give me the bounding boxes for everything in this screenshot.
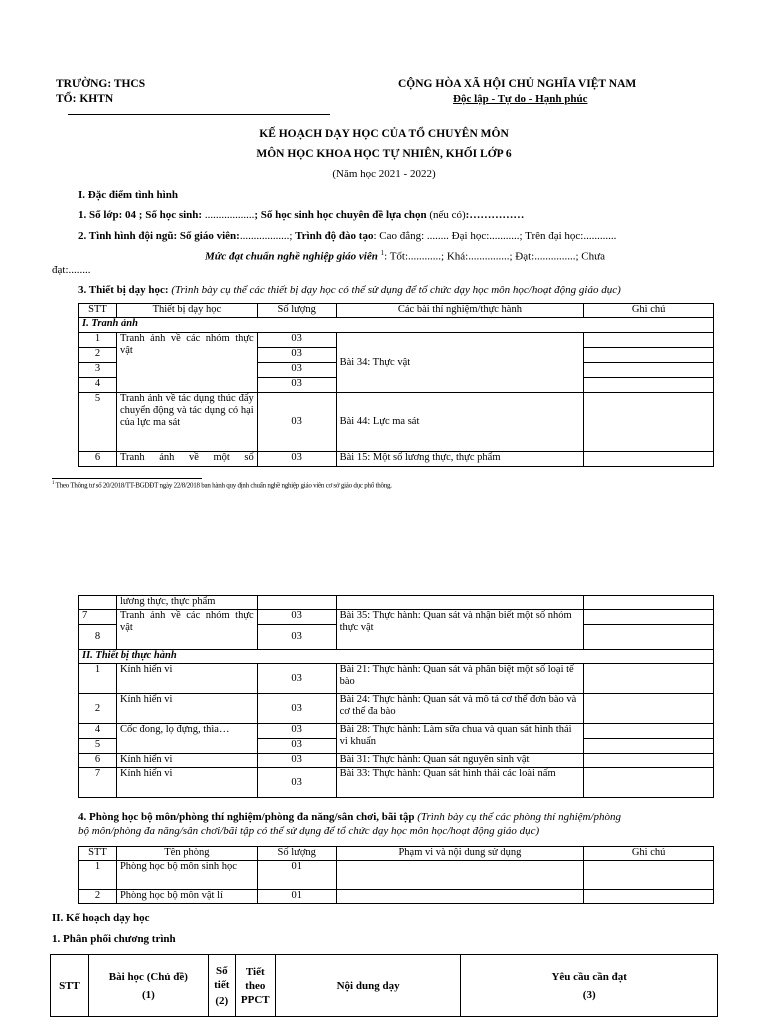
col-header-ppct: Tiết theo PPCT [235,955,275,1017]
quantity-cell [257,596,336,610]
note-cell [584,664,714,694]
note-cell [584,861,714,890]
staff-line: 2. Tình hình đội ngũ: Số giáo viên:..................; Trình độ đào tạo: Cao đẳng: ........ Đại học:...........; Trên đại học:............ [78,230,617,242]
table-row-stt: 4 [79,378,117,393]
equipment-item: Tranh ảnh về các nhóm thực vật [116,333,257,393]
table-row-stt: 1 [79,861,117,890]
col-header-stt: STT [79,847,117,861]
standard-line: Mức đạt chuẩn nghề nghiệp giáo viên $^1$: Tốt:............; Khá:...............; Đạt:...............; Chưa [205,249,605,263]
equipment-table-2 [78,595,714,798]
rooms-table [78,846,714,904]
table-row-stt: 7 [79,768,117,798]
quantity-cell: 03 [257,724,336,739]
table-row-stt: 5 [79,739,117,754]
col-header-requirements: Yêu cầu cần đạt (3) [461,955,718,1017]
table-row-stt: 1 [79,664,117,694]
note-cell [584,333,714,348]
section-2-sub1: 1. Phân phối chương trình [52,933,176,945]
equipment-item: lương thực, thực phẩm [116,596,257,610]
equipment-item: Kính hiển vi [116,694,257,724]
lesson-cell: Bài 35: Thực hành: Quan sát và nhận biết một số nhóm thực vật [336,610,584,650]
note-cell [584,754,714,768]
equipment-item: Tranh ảnh về tác dụng thúc đẩy chuyển động và tác dụng có hại của lực ma sát [116,393,257,452]
col-header-stt: STT [51,955,89,1017]
col-header-content: Nội dung dạy [275,955,461,1017]
note-cell [584,393,714,452]
equipment-line: 3. Thiết bị dạy học: (Trình bày cụ thể các thiết bị dạy học có thể sử dụng để tổ chức dạy học môn học/hoạt động giáo dục) [78,284,621,296]
col-header-periods: Số tiết (2) [208,955,235,1017]
quantity-cell: 03 [257,754,336,768]
quantity-cell: 03 [257,694,336,724]
col-header-room: Tên phòng [116,847,257,861]
note-cell [584,378,714,393]
col-header-quantity: Số lượng [257,304,336,318]
note-cell [584,348,714,363]
col-header-notes: Ghi chú [584,847,714,861]
col-header-experiments: Các bài thí nghiệm/thực hành [336,304,584,318]
lesson-cell: Bài 34: Thực vật [336,333,584,393]
quantity-cell: 03 [257,739,336,754]
note-cell [584,625,714,650]
lesson-cell: Bài 24: Thực hành: Quan sát và mô tả cơ thể đơn bào và cơ thể đa bào [336,694,584,724]
equipment-item: Tranh ảnh về các nhóm thực vật [116,610,257,650]
group-heading-pictures: I. Tranh ảnh [79,318,714,333]
equipment-item: Tranh ảnh về một số [116,452,257,467]
lesson-cell: Bài 44: Lực ma sát [336,393,584,452]
scope-cell [336,861,584,890]
table-row-stt: 2 [79,890,117,904]
lesson-cell: Bài 31: Thực hành: Quan sát nguyên sinh vật [336,754,584,768]
nation-motto: Độc lập - Tự do - Hạnh phúc [453,93,588,105]
footnote: $^1$ Theo Thông tư số 20/2018/TT-BGDĐT ngày 22/8/2018 ban hành quy định chuẩn nghề nghiệp giáo viên cơ sở giáo dục phổ thông. [52,481,392,490]
note-cell [584,610,714,625]
note-cell [584,452,714,467]
school-year: (Năm học 2021 - 2022) [332,168,436,180]
note-cell [584,890,714,904]
lesson-cell [336,596,584,610]
nation-title: CỘNG HÒA XÃ HỘI CHỦ NGHĨA VIỆT NAM [398,78,637,90]
quantity-cell: 01 [257,890,336,904]
group-name: TỔ: KHTN [56,93,114,105]
room-name: Phòng học bộ môn sinh học [116,861,257,890]
equipment-item: Kính hiển vi [116,768,257,798]
table-row-stt: 7 [79,610,117,625]
scope-cell [336,890,584,904]
lesson-cell: Bài 28: Thực hành: Làm sữa chua và quan sát hình thái vi khuẩn [336,724,584,754]
standard-line-cont: đạt:........ [52,264,91,276]
table-row-stt: 2 [79,348,117,363]
rooms-line: 4. Phòng học bộ môn/phòng thí nghiệm/phòng đa năng/sân chơi, bãi tập (Trình bày cụ thể các phòng thí nghiệm/phòng [78,811,622,823]
col-header-stt: STT [79,304,117,318]
quantity-cell: 03 [257,664,336,694]
equipment-item: Kính hiển vi [116,664,257,694]
group-heading-practice: II. Thiết bị thực hành [79,650,714,664]
quantity-cell: 03 [257,378,336,393]
table-row-stt: 3 [79,363,117,378]
col-header-scope: Phạm vi và nội dung sử dụng [336,847,584,861]
program-distribution-table [50,954,718,1017]
col-header-equipment: Thiết bị dạy học [116,304,257,318]
table-row-stt: 8 [79,625,117,650]
section-1-heading: I. Đặc điểm tình hình [78,189,178,201]
quantity-cell: 03 [257,610,336,625]
note-cell [584,694,714,724]
equipment-item: Kính hiển vi [116,754,257,768]
quantity-cell: 01 [257,861,336,890]
col-header-quantity: Số lượng [257,847,336,861]
col-header-notes: Ghi chú [584,304,714,318]
table-row-stt: 6 [79,754,117,768]
table-row-stt: 6 [79,452,117,467]
table-row-stt: 4 [79,724,117,739]
rooms-line-cont: bộ môn/phòng đa năng/sân chơi/bãi tập có thể sử dụng để tổ chức dạy học môn học/hoạt động giáo dục) [78,825,540,837]
quantity-cell: 03 [257,363,336,378]
note-cell [584,724,714,739]
header-underline-left [68,114,330,115]
table-row-stt [79,596,117,610]
equipment-item: Cốc đong, lọ đựng, thìa… [116,724,257,754]
quantity-cell: 03 [257,625,336,650]
col-header-lesson: Bài học (Chủ đề) (1) [88,955,208,1017]
quantity-cell: 03 [257,333,336,348]
footnote-separator [52,478,202,479]
lesson-cell: Bài 33: Thực hành: Quan sát hình thái các loài nấm [336,768,584,798]
note-cell [584,596,714,610]
lesson-cell: Bài 15: Một số lương thực, thực phẩm [336,452,584,467]
quantity-cell: 03 [257,348,336,363]
section-2-heading: II. Kế hoạch dạy học [52,912,150,924]
quantity-cell: 03 [257,452,336,467]
room-name: Phòng học bộ môn vật lí [116,890,257,904]
note-cell [584,363,714,378]
table-row-stt: 5 [79,393,117,452]
class-count-line: 1. Số lớp: 04 ; Số học sinh: ..................; Số học sinh học chuyên đề lựa chọn (nếu có):…………… [78,209,525,221]
table-row-stt: 1 [79,333,117,348]
lesson-cell: Bài 21: Thực hành: Quan sát và phân biệt một số loại tế bào [336,664,584,694]
doc-title-line2: MÔN HỌC KHOA HỌC TỰ NHIÊN, KHỐI LỚP 6 [256,148,512,160]
equipment-table-1 [78,303,714,467]
quantity-cell: 03 [257,768,336,798]
note-cell [584,739,714,754]
doc-title-line1: KẾ HOẠCH DẠY HỌC CỦA TỔ CHUYÊN MÔN [259,128,509,140]
quantity-cell: 03 [257,393,336,452]
note-cell [584,768,714,798]
table-row-stt: 2 [79,694,117,724]
school-name: TRƯỜNG: THCS [56,78,146,90]
